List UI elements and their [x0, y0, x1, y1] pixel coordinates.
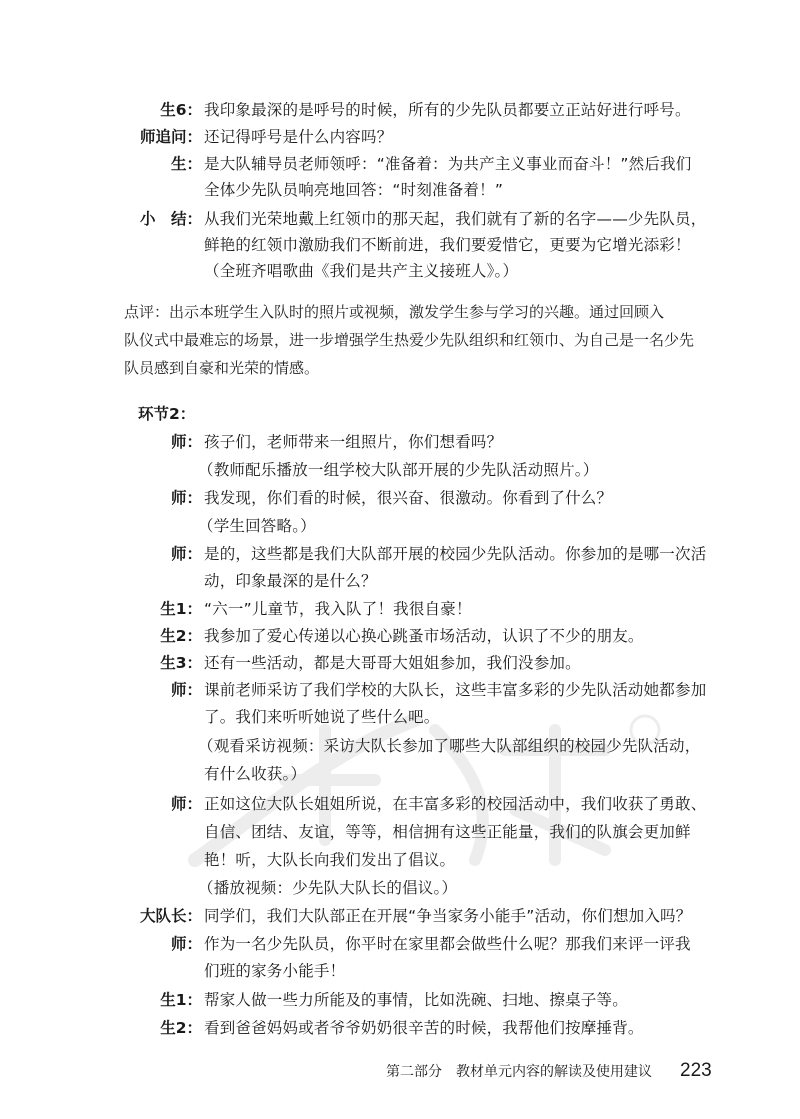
- dialogue-text: 看到爸爸妈妈或者爷爷奶奶很辛苦的时候，我帮他们按摩捶背。: [204, 1019, 644, 1037]
- dialogue-text: 是的，这些都是我们大队部开展的校园少先队活动。你参加的是哪一次活: [204, 545, 707, 563]
- dialogue-text: 从我们光荣地戴上红领巾的那天起，我们就有了新的名字——少先队员，: [204, 210, 707, 228]
- dialogue-text: 艳！听，大队长向我们发出了倡议。: [204, 851, 456, 869]
- stage-direction: （学生回答略。）: [198, 517, 316, 535]
- dialogue-text: 是大队辅导员老师领呼：“准备着：为共产主义事业而奋斗！”然后我们: [204, 155, 692, 173]
- speaker-label: 师：: [170, 433, 202, 451]
- dialogue-text: 动，印象最深的是什么？: [204, 572, 377, 590]
- speaker-label: 生3：: [160, 654, 202, 672]
- speaker-label: 生2：: [160, 1019, 202, 1037]
- dialogue-text: 鲜艳的红领巾激励我们不断前进，我们要爱惜它，更要为它增光添彩！: [204, 236, 691, 254]
- dialogue-text: “六一”儿童节，我入队了！我很自豪！: [204, 600, 472, 618]
- comment-text: 队仪式中最难忘的场景，进一步增强学生热爱少先队组织和红领巾、为自己是一名少先: [124, 331, 695, 349]
- speaker-label: 生2：: [160, 627, 202, 645]
- dialogue-text: 我发现，你们看的时候，很兴奋、很激动。你看到了什么？: [204, 489, 613, 507]
- dialogue-text: 我印象最深的是呼号的时候，所有的少先队员都要立正站好进行呼号。: [204, 101, 691, 119]
- speaker-label: 生：: [170, 155, 202, 173]
- dialogue-text: 们班的家务小能手！: [204, 962, 346, 980]
- speaker-label: 师：: [170, 795, 202, 813]
- running-footer: 第二部分 教材单元内容的解读及使用建议: [386, 1064, 652, 1080]
- dialogue-text: 自信、团结、友谊，等等，相信拥有这些正能量，我们的队旗会更加鲜: [204, 823, 691, 841]
- speaker-label: 师：: [170, 545, 202, 563]
- speaker-label: 师：: [170, 489, 202, 507]
- stage-direction: 有什么收获。）: [204, 765, 307, 783]
- speaker-label: 师：: [170, 935, 202, 953]
- speaker-label: 大队长：: [139, 907, 202, 925]
- dialogue-text: 全体少先队员响亮地回答：“时刻准备着！”: [204, 181, 504, 199]
- speaker-label: 小 结：: [139, 210, 202, 228]
- dialogue-text: （全班齐唱歌曲《我们是共产主义接班人》。）: [204, 262, 519, 280]
- section-title: 环节2：: [138, 405, 196, 423]
- stage-direction: （观看采访视频：采访大队长参加了哪些大队部组织的校园少先队活动，: [198, 737, 701, 755]
- speaker-label: 师：: [170, 681, 202, 699]
- stage-direction: （教师配乐播放一组学校大队部开展的少先队活动照片。）: [198, 461, 599, 479]
- speaker-label: 师追问：: [139, 128, 202, 146]
- dialogue-text: 课前老师采访了我们学校的大队长，这些丰富多彩的少先队活动她都参加: [204, 681, 707, 699]
- speaker-label: 生1：: [160, 600, 202, 618]
- dialogue-text: 同学们，我们大队部正在开展“争当家务小能手”活动，你们想加入吗？: [204, 907, 692, 925]
- speaker-label: 生1：: [160, 991, 202, 1009]
- stage-direction: （播放视频：少先队大队长的倡议。）: [198, 879, 458, 897]
- comment-text: 点评：出示本班学生入队时的照片或视频，激发学生参与学习的兴趣。通过回顾入: [124, 303, 665, 321]
- page-number: 223: [680, 1060, 712, 1081]
- dialogue-text: 还记得呼号是什么内容吗？: [204, 128, 393, 146]
- dialogue-text: 了。我们来听听她说了些什么吧。: [204, 708, 440, 726]
- comment-text: 队员感到自豪和光荣的情感。: [124, 359, 320, 377]
- dialogue-text: 孩子们，老师带来一组照片，你们想看吗？: [204, 433, 503, 451]
- dialogue-text: 作为一名少先队员，你平时在家里都会做些什么呢？那我们来评一评我: [204, 935, 691, 953]
- dialogue-text: 还有一些活动，都是大哥哥大姐姐参加，我们没参加。: [204, 654, 581, 672]
- speaker-label: 生6：: [160, 101, 202, 119]
- dialogue-text: 帮家人做一些力所能及的事情，比如洗碗、扫地、擦桌子等。: [204, 991, 628, 1009]
- dialogue-text: 我参加了爱心传递以心换心跳蚤市场活动，认识了不少的朋友。: [204, 627, 644, 645]
- dialogue-text: 正如这位大队长姐姐所说，在丰富多彩的校园活动中，我们收获了勇敢、: [204, 795, 707, 813]
